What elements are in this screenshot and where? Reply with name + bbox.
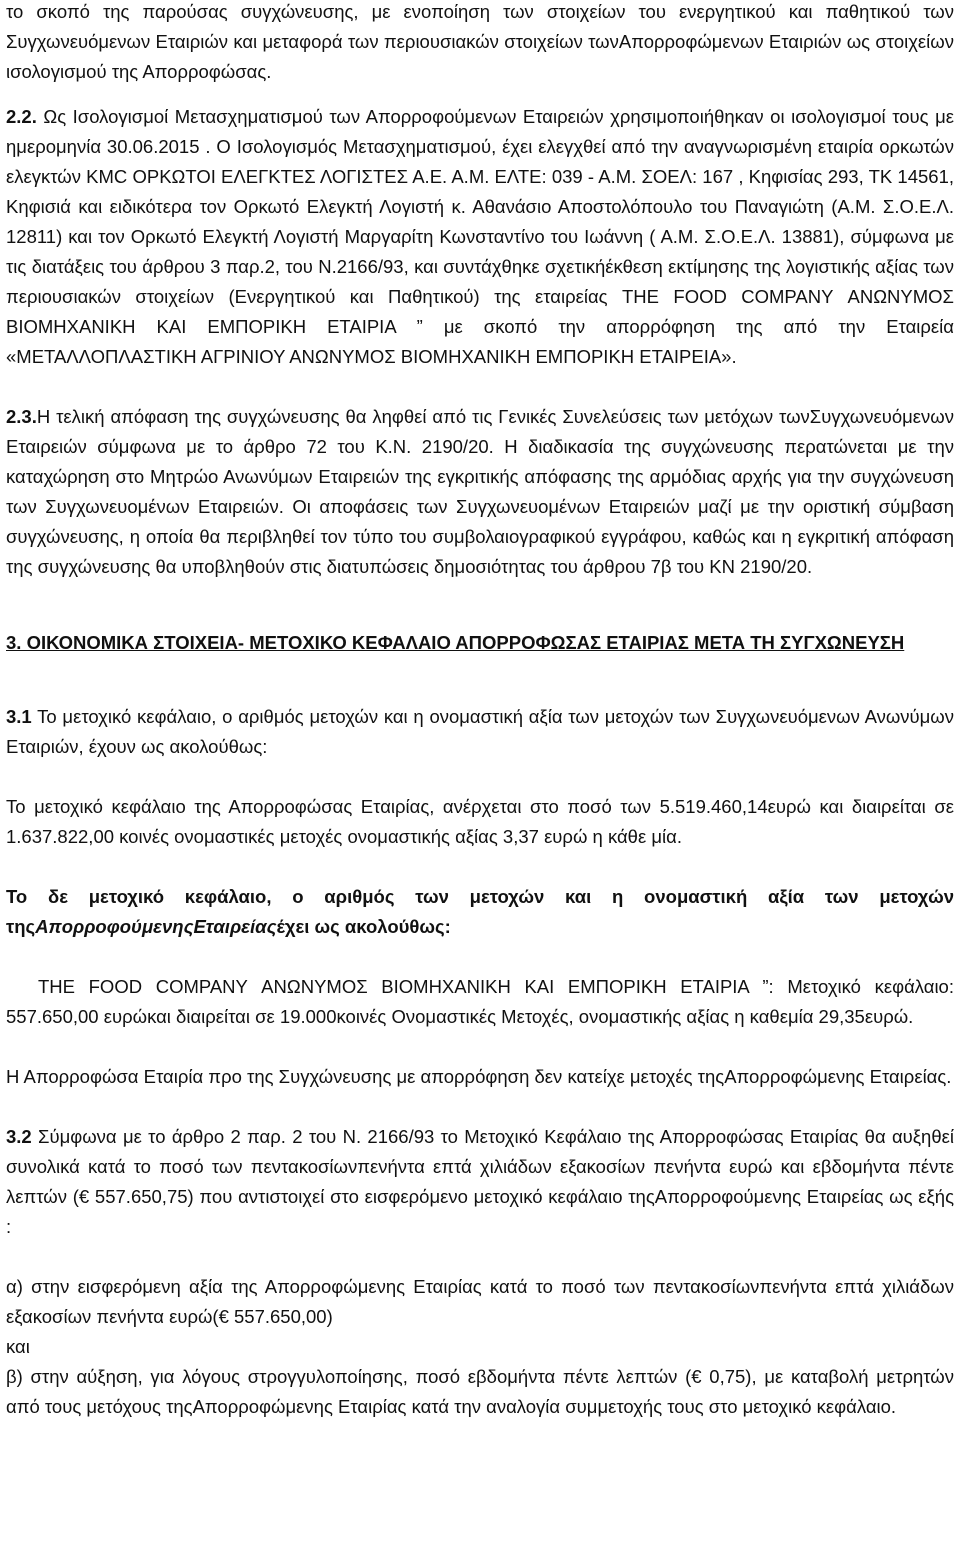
paragraph-2-2-text: Ως Ισολογισμοί Μετασχηματισμού των Απορροφούμενων Εταιρειών χρησιμοποιήθηκαν οι ισολογισμοί τους με ημερομηνία 30.06.2015 . Ο Ισολογισμός Μετασχηματισμού, έχει ελεγχθεί από την αναγνωρισμένη εταιρία ορκωτών ελεγκτών ΚΜC ΟΡΚΩΤΟΙ ΕΛΕΓΚΤΕΣ ΛΟΓΙΣΤΕΣ Α.Ε. Α.Μ. ΕΛΤΕ: 039 - Α.Μ. ΣΟΕΛ: 167 , Κηφισίας 293, ΤΚ 14561, Κηφισιά και ειδικότερα τον Ορκωτό Ελεγκτή Λογιστή κ. Αθανάσιο Αποστολόπουλο του Παναγιώτη (Α.Μ. Σ.Ο.Ε.Λ. 12811) και τον Ορκωτό Ελεγκτή Λογιστή Μαργαρίτη Κωνσταντίνο του Ιωάννη ( Α.Μ. Σ.Ο.Ε.Λ. 13881), σύμφωνα με τις διατάξεις του άρθρου 3 παρ.2, του Ν.2166/93, και συντάχθηκε σχετικήέκθεση εκτίμησης της λογιστικής αξίας των περιουσιακών στοιχείων (Ενεργητικού και Παθητικού) της εταιρείας THE FOOD COMPANY ΑΝΩΝΥΜΟΣ ΒΙΟΜΗΧΑΝΙΚΗ ΚΑΙ ΕΜΠΟΡΙΚΗ ΕΤΑΙΡΙΑ ” με σκοπό την απορρόφηση της από την Εταιρεία «ΜΕΤΑΛΛΟΠΛΑΣΤΙΚΗ ΑΓΡΙΝΙΟΥ ΑΝΩΝΥΜΟΣ ΒΙΟΜΗΧΑΝΙΚΗ ΕΜΠΟΡΙΚΗ ΕΤΑΙΡΕΙΑ».: [6, 106, 954, 367]
section-number-2-3: 2.3.: [6, 406, 37, 427]
heading-section-3: 3. ΟΙΚΟΝΟΜΙΚΑ ΣΤΟΙΧΕΙΑ- ΜΕΤΟΧΙΚΟ ΚΕΦΑΛΑΙΟ ΑΠΟΡΡΟΦΩΣΑΣ ΕΤΑΙΡΙΑΣ ΜΕΤΑ ΤΗ ΣΥΓΧΩΝΕΥΣΗ: [6, 632, 905, 653]
paragraph-item-b: β) στην αύξηση, για λόγους στρογγυλοποίησης, ποσό εβδομήντα πέντε λεπτών (€ 0,75), με καταβολή μετρητών από τους μετόχους τηςΑπορροφώμενης Εταιρίας κατά την αναλογία συμμετοχής τους στο μετοχικό κεφάλαιο.: [6, 1366, 954, 1417]
paragraph-and: και: [6, 1336, 30, 1357]
paragraph-intro: το σκοπό της παρούσας συγχώνευσης, με ενοποίηση των στοιχείων του ενεργητικού και παθητικού των Συγχωνευόμενων Εταιριών και μεταφορά των περιουσιακών στοιχείων τωνΑπορροφώμενων Εταιριών ως στοιχείων ισολογισμού της Απορροφώσας.: [6, 1, 954, 82]
subhead-italic-2: Εταιρείας: [193, 916, 277, 937]
paragraph-3-2-text: Σύμφωνα με το άρθρο 2 παρ. 2 του Ν. 2166/93 το Μετοχικό Κεφάλαιο της Απορροφώσας Εταιρίας θα αυξηθεί συνολικά κατά το ποσό των πεντακοσίωνπενήντα επτά χιλιάδων εξακοσίων πενήντα ευρώ και εβδομήντα πέντε λεπτών (€ 557.650,75) που αντιστοιχεί στο εισφερόμενο μετοχικό κεφάλαιο τηςΑπορροφούμενης Εταιρείας ως εξής :: [6, 1126, 954, 1237]
subhead-suffix: έχει ως ακολούθως:: [276, 916, 451, 937]
paragraph-capital-absorbing: Το μετοχικό κεφάλαιο της Απορροφώσας Εταιρίας, ανέρχεται στο ποσό των 5.519.460,14ευρώ και διαιρείται σε 1.637.822,00 κοινές ονομαστικές μετοχές ονομαστικής αξίας 3,37 ευρώ η κάθε μία.: [6, 796, 954, 847]
paragraph-2-3: [6, 402, 954, 582]
paragraph-item-a: α) στην εισφερόμενη αξία της Απορροφώμενης Εταιρίας κατά το ποσό των πεντακοσίωνπενήντα επτά χιλιάδων εξακοσίων πενήντα ευρώ(€ 557.650,00): [6, 1276, 954, 1327]
paragraph-3-1: [6, 702, 954, 762]
section-number-3-2: 3.2: [6, 1126, 32, 1147]
paragraph-3-2: [6, 1122, 954, 1242]
subhead-prefix: Το δε μετοχικό κεφάλαιο, ο αριθμός των μετοχών και η ονομαστική αξία των μετοχών της: [6, 886, 954, 937]
paragraph-food-company: THE FOOD COMPANY ΑΝΩΝΥΜΟΣ ΒΙΟΜΗΧΑΝΙΚΗ ΚΑΙ ΕΜΠΟΡΙΚΗ ΕΤΑΙΡΙΑ ”: Μετοχικό κεφάλαιο: 557.650,00 ευρώκαι διαιρείται σε 19.000κοινές Ονομαστικές Μετοχές, ονομαστικής αξίας η καθεμία 29,35ευρώ.: [6, 976, 954, 1027]
paragraph-capital-absorbed-intro: [6, 882, 954, 942]
paragraph-3-1-text: Το μετοχικό κεφάλαιο, ο αριθμός μετοχών και η ονομαστική αξία των μετοχών των Συγχωνευόμενων Ανωνύμων Εταιριών, έχουν ως ακολούθως:: [6, 706, 954, 757]
section-number-3-1: 3.1: [6, 706, 32, 727]
paragraph-2-2: [6, 102, 954, 372]
paragraph-no-shares: Η Απορροφώσα Εταιρία προ της Συγχώνευσης με απορρόφηση δεν κατείχε μετοχές τηςΑπορροφώμενης Εταιρείας.: [6, 1066, 952, 1087]
subhead-italic-1: Απορροφούμενης: [35, 916, 194, 937]
paragraph-2-3-text: Η τελική απόφαση της συγχώνευσης θα ληφθεί από τις Γενικές Συνελεύσεις των μετόχων τωνΣυγχωνευόμενων Εταιρειών σύμφωνα με το άρθρο 72 του Κ.Ν. 2190/20. Η διαδικασία της συγχώνευσης περατώνεται με την καταχώρηση στο Μητρώο Ανωνύμων Εταιρειών της εγκριτικής απόφασης της αρμόδιας αρχής για την συγχώνευση των Συγχωνευομένων Εταιρειών. Οι αποφάσεις των Συγχωνευομένων Εταιρειών μαζί με την οριστική σύμβαση συγχώνευσης, η οποία θα περιβληθεί τον τύπο του συμβολαιογραφικού εγγράφου, καθώς και η εγκριτική απόφαση της συγχώνευσης θα υποβληθούν στις διατυπώσεις δημοσιότητας του άρθρου 7β του ΚΝ 2190/20.: [6, 406, 954, 577]
section-number-2-2: 2.2.: [6, 106, 37, 127]
